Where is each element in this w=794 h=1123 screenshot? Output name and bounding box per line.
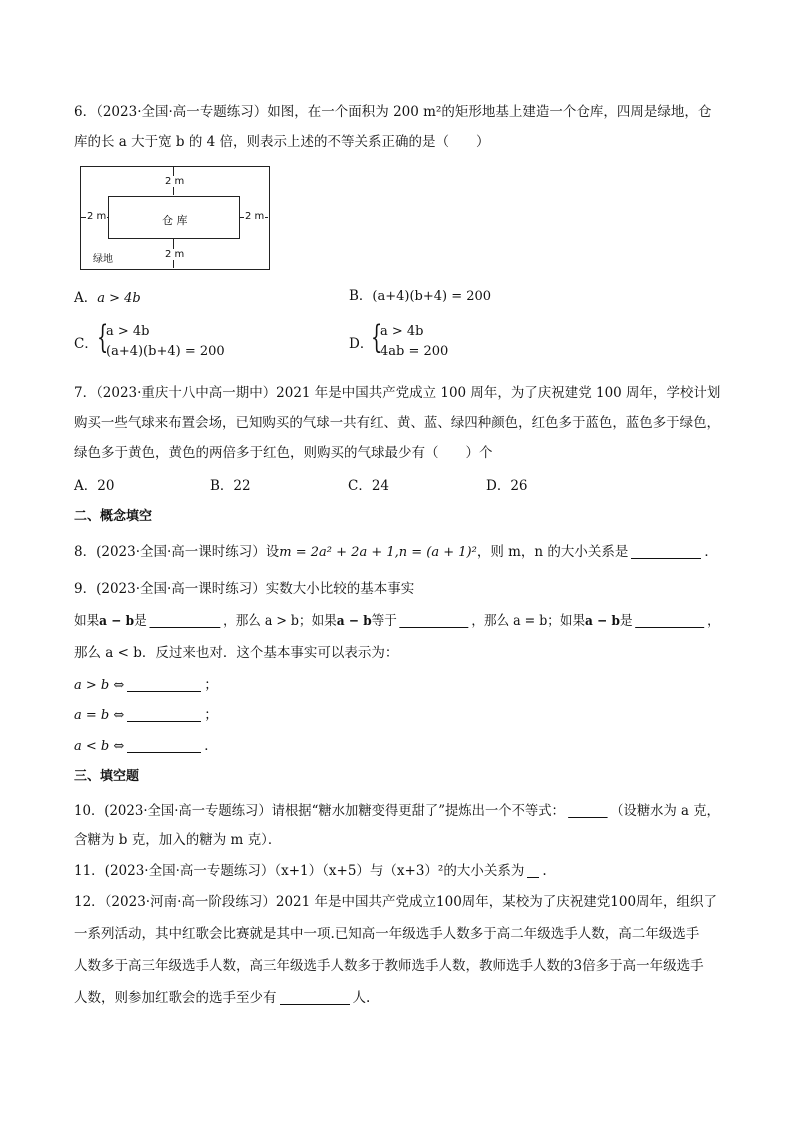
q6-option-c-system: [97, 318, 247, 362]
text: 是: [619, 613, 633, 629]
q9-blank-5[interactable]: [127, 707, 201, 722]
text: ，: [707, 613, 720, 629]
text: ，那么 a > b；如果: [223, 613, 337, 629]
q9-blank-6[interactable]: [127, 738, 201, 753]
q9-line-1: 9．(2023·全国·高一课时练习）实数大小比较的基本事实: [74, 581, 415, 597]
q12-line-1: 12．（2023·河南·高一阶段练习）2021 年是中国共产党成立100周年，某校为了庆祝建党100周年，组织了: [74, 894, 718, 910]
q6-option-d-system: [371, 318, 471, 362]
q9-line-3: 那么 a < b．反过来也对．这个基本事实可以表示为：: [74, 645, 399, 661]
q6-option-a[interactable]: [74, 289, 141, 308]
text: ．: [204, 738, 218, 754]
text: ；: [204, 677, 218, 693]
option-a-text: a > 4b: [97, 291, 141, 306]
option-letter: A．: [74, 290, 98, 306]
section-heading-concepts: 二、概念填空: [74, 509, 153, 524]
text: 11．(2023·全国·高一专题练习）（x+1）（x+5）与（x+3）²的大小关系为: [74, 863, 525, 879]
q9-line-2: [74, 612, 720, 631]
system-row: (a+4)(b+4) = 200: [106, 344, 225, 359]
q11: [74, 862, 547, 880]
q12-line-3: 人数多于高三年级选手人数，高三年级选手人数多于教师选手人数，教师选手人数的3倍多于高一年级选手: [74, 958, 704, 974]
q11-answer-blank[interactable]: [527, 863, 539, 878]
q8-prompt: ，则 m，n 的大小关系是: [476, 544, 629, 560]
text: ；: [204, 707, 218, 723]
right-dimension-label: 2 m: [245, 211, 265, 222]
q6-option-b[interactable]: [349, 287, 491, 306]
q9-blank-1[interactable]: [149, 613, 220, 628]
system-row: a > 4b: [380, 324, 424, 339]
q7-option-b[interactable]: B．22: [210, 478, 251, 494]
brace-icon: {: [371, 318, 383, 356]
q9-relation-2: [74, 706, 218, 725]
q7-option-d[interactable]: D．26: [486, 478, 528, 494]
q12-line-4: [74, 989, 370, 1007]
text: .: [542, 863, 547, 879]
q7-line-3: 绿色多于黄色，黄色的两倍多于红色，则购买的气球最少有（ ）个: [74, 445, 493, 461]
option-letter: B．: [349, 288, 373, 304]
q8: [74, 543, 718, 562]
q10-line-1: [74, 802, 720, 820]
top-dimension-label: 2 m: [165, 176, 185, 187]
q9-blank-2[interactable]: [400, 613, 469, 628]
section-heading-fill-in: 三、填空题: [74, 769, 140, 784]
text: 是: [134, 613, 147, 629]
relation-text: a < b ⇔: [74, 739, 125, 754]
q12-line-2: 一系列活动，其中红歌会比赛就是其中一项.已知高一年级选手人数多于高二年级选手人数，高二年级选手: [74, 926, 700, 942]
q7-line-1: 7．（2023·重庆十八中高一期中）2021 年是中国共产党成立 100 周年，为了庆祝建党 100 周年，学校计划: [74, 385, 721, 401]
text: ，那么 a = b；如果: [471, 613, 586, 629]
text: （设糖水为 a 克，: [610, 803, 720, 819]
expr-a-minus-b: a − b: [99, 614, 135, 629]
q6-option-d-label[interactable]: D．: [349, 336, 374, 352]
warehouse-figure: [80, 166, 270, 270]
system-row: 4ab = 200: [380, 344, 449, 359]
q8-source: 8．(2023·全国·高一课时练习）设: [74, 544, 280, 560]
text: 如果: [74, 613, 100, 629]
q9-blank-3[interactable]: [635, 613, 704, 628]
option-b-text: (a+4)(b+4) = 200: [372, 289, 492, 304]
left-dimension-label: 2 m: [87, 211, 107, 222]
q6-line-2: 库的长 a 大于宽 b 的 4 倍，则表示上述的不等关系正确的是（ ）: [74, 134, 490, 150]
brace-icon: {: [97, 318, 109, 356]
q10-answer-blank[interactable]: [568, 803, 607, 818]
text: 人数，则参加红歌会的选手至少有: [74, 990, 277, 1006]
q9-relation-3: [74, 737, 218, 756]
text: 人.: [352, 990, 371, 1006]
q8-period: ．: [704, 544, 718, 560]
green-area-label: 绿地: [93, 254, 113, 265]
q10-line-2: 含糖为 b 克，加入的糖为 m 克）．: [74, 832, 282, 848]
bottom-dimension-label: 2 m: [165, 249, 185, 260]
relation-text: a > b ⇔: [74, 678, 125, 693]
q9-blank-4[interactable]: [127, 677, 201, 692]
q7-option-a[interactable]: A．20: [74, 478, 115, 494]
relation-text: a = b ⇔: [74, 708, 125, 723]
q6-option-c-label[interactable]: C．: [74, 336, 98, 352]
q9-relation-1: [74, 676, 218, 695]
q7-option-c[interactable]: C．24: [348, 478, 390, 494]
q12-answer-blank[interactable]: [280, 990, 350, 1005]
expr-a-minus-b: a − b: [585, 614, 620, 629]
q7-line-2: 购买一些气球来布置会场，已知购买的气球一共有红、黄、蓝、绿四种颜色，红色多于蓝色，蓝色多于绿色，: [74, 415, 720, 431]
expr-a-minus-b: a − b: [336, 614, 372, 629]
warehouse-label: 仓 库: [162, 214, 188, 227]
q8-expression: m = 2a² + 2a + 1,n = (a + 1)²: [279, 545, 477, 560]
system-row: a > 4b: [106, 324, 150, 339]
q8-answer-blank[interactable]: [631, 544, 701, 559]
q6-line-1: 6．（2023·全国·高一专题练习）如图，在一个面积为 200 m²的矩形地基上建造一个仓库，四周是绿地，仓: [74, 104, 712, 120]
text: 等于: [371, 613, 397, 629]
text: 10．(2023·全国·高一专题练习）请根据“糖水加糖变得更甜了”提炼出一个不等式：: [74, 803, 565, 819]
